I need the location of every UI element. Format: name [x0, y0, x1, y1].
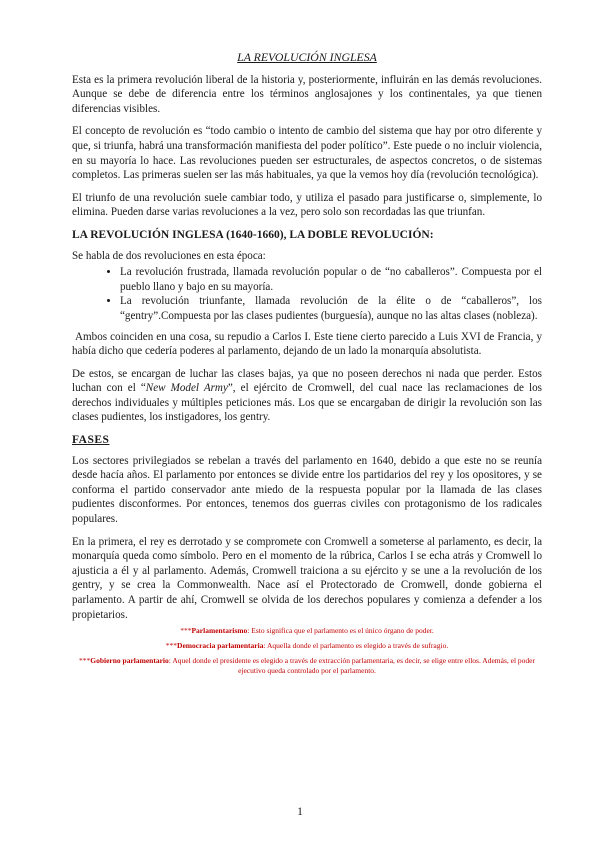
- note-prefix: ***: [180, 626, 192, 636]
- list-item-triumphant: • La revolución triunfante, llamada revolución de la élite o de “caballeros”, los “gentry”.Compuesta por las clases pudientes (burguesía), aunque no las altas clases (nobleza).: [120, 294, 542, 323]
- paragraph-intro: Esta es la primera revolución liberal de la historia y, posteriormente, influirán en las demás revoluciones. Aunque se debe de diferencia entre los términos anglosajones y los continentales, ya que tienen diferencias visibles.: [72, 73, 542, 115]
- note-democracia: [72, 641, 542, 651]
- list-item-frustrated: • La revolución frustrada, llamada revolución popular o de “no caballeros”. Compuesta por el pueblo llano y bajo en su mayoría.: [120, 265, 542, 294]
- note-prefix: ***: [78, 656, 91, 666]
- paragraph-carlos: Ambos coinciden en una cosa, su repudio a Carlos I. Este tiene cierto parecido a Luis XVI de Francia, y había dicho que cedería poderes al parlamento, dejando de un lado la monarquía absolutista.: [72, 330, 542, 358]
- classes-text-b: ”, el ejército de Cromwell, del cual nace las reclamaciones de los derechos individuales y múltiples peticiones más. Los que se encargaban de dirigir la revolución son las clases pudientes, los instigadores, los gentry.: [72, 382, 542, 424]
- note-text: : Aquel donde el presidente es elegido a través de extracción parlamentaria, es decir, se elige entre ellos. Además, el poder ejecutivo queda controlado por el parlamento.: [168, 656, 535, 676]
- document-page: [72, 50, 542, 681]
- note-text: : Esto significa que el parlamento es el único órgano de poder.: [247, 626, 434, 636]
- page-number: 1: [297, 806, 303, 818]
- note-term: Parlamentarismo: [191, 626, 248, 636]
- note-parlamentarismo: [72, 626, 542, 636]
- section-heading-double-revolution: LA REVOLUCIÓN INGLESA (1640-1660), LA DOBLE REVOLUCIÓN:: [72, 228, 434, 241]
- paragraph-two-revolutions: Se habla de dos revoluciones en esta época:: [72, 249, 266, 262]
- section-heading-fases: FASES: [72, 434, 110, 447]
- note-term: Gobierno parlamentario: [90, 656, 169, 666]
- note-text: : Aquella donde el parlamento es elegido a través de sufragio.: [263, 641, 449, 651]
- note-prefix: ***: [165, 641, 178, 651]
- paragraph-first-war: En la primera, el rey es derrotado y se compromete con Cromwell a someterse al parlamento, es decir, la monarquía queda como símbolo. Pero en el momento de la rúbrica, Carlos I se echa atrás y Cromwell lo ajusticia a él y al parlamento. Además, Cromwell traiciona a su ejército y se une a la revolución de los gentry, y se crea la Commonwealth. Nace así el Protectorado de Cromwell, donde gobierna el parlamento. A partir de ahí, Cromwell se olvida de los derechos populares y comienza a defender a los propietarios.: [72, 535, 542, 621]
- new-model-army: New Model Army: [145, 382, 228, 395]
- paragraph-triumph: El triunfo de una revolución suele cambiar todo, y utiliza el pasado para justificarse o, simplemente, lo elimina. Pueden darse varias revoluciones a la vez, pero solo son recordadas las que triunfan.: [72, 191, 542, 219]
- note-term: Democracia parlamentaria: [177, 641, 264, 651]
- revolutions-list: [72, 265, 542, 323]
- note-gobierno: [72, 656, 542, 676]
- document-title: LA REVOLUCIÓN INGLESA: [237, 50, 377, 64]
- paragraph-privileged: Los sectores privilegiados se rebelan a través del parlamento en 1640, debido a que este no se reunía desde hacía años. El parlamento por entonces se divide entre los partidarios del rey y los opositores, y se conforma el partido conservador ante miedo de la respuesta popular por la llamada de las clases pudientes disconformes. Por entonces, tenemos dos guerras civiles con protagonismo de los radicales populares.: [72, 454, 542, 526]
- paragraph-classes: [72, 367, 542, 425]
- classes-text-a: De estos, se encargan de luchar las clases bajas, ya que no poseen derechos ni nada que perder. Estos luchan con el “: [72, 367, 542, 395]
- notes-block: [72, 626, 542, 676]
- paragraph-concept: El concepto de revolución es “todo cambio o intento de cambio del sistema que hay por otro diferente y que, si triunfa, habrá una transformación manifiesta del poder político”. Este puede o no incluir violencia, en su mayoría lo hace. Las revoluciones pueden ser estructurales, de aspectos concretos, o de sistemas completos. Las primeras suelen ser las más habituales, ya que la vemos hoy día (revolución tecnológica).: [72, 125, 542, 182]
